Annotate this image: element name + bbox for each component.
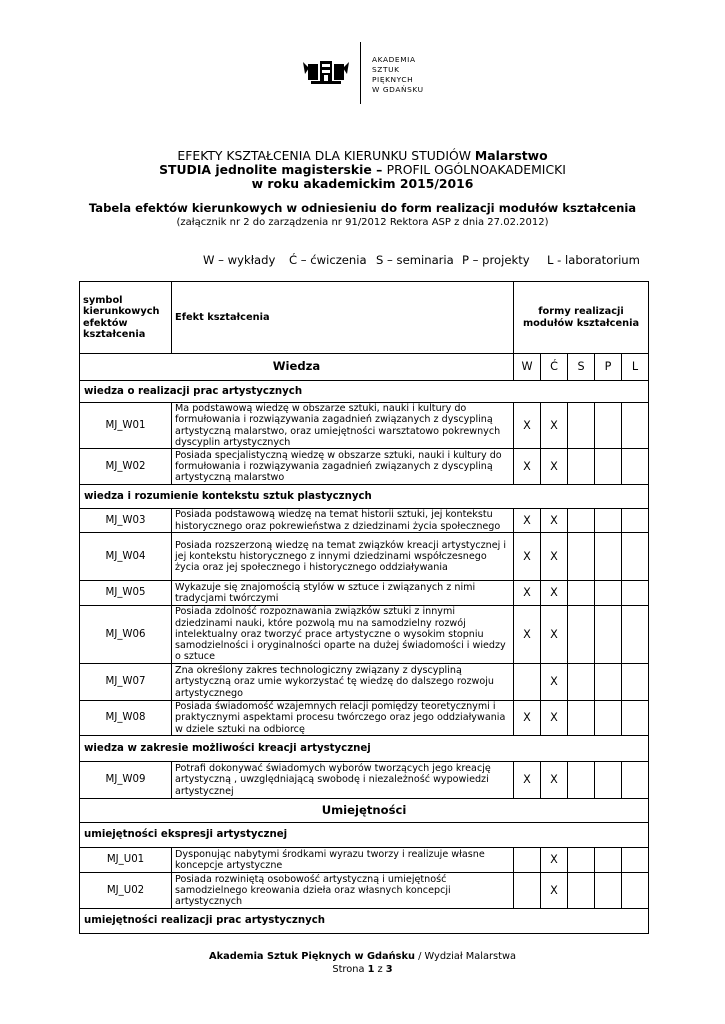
mark-s bbox=[568, 449, 595, 485]
mark-w bbox=[514, 848, 541, 873]
section-row bbox=[80, 381, 649, 403]
mark-s bbox=[568, 403, 595, 449]
effect-symbol: MJ_W08 bbox=[80, 701, 172, 736]
mark-s bbox=[568, 664, 595, 701]
footer-institution: Akademia Sztuk Pięknych w Gdańsku / Wydział Malarstwa bbox=[209, 951, 516, 962]
table-row bbox=[80, 403, 649, 449]
mark-w: X bbox=[514, 509, 541, 533]
section-row bbox=[80, 485, 649, 509]
form-letter-w: W bbox=[514, 354, 541, 381]
effect-symbol: MJ_W09 bbox=[80, 762, 172, 799]
umiejetnosci-heading: Umiejętności bbox=[80, 799, 649, 823]
table-row bbox=[80, 701, 649, 736]
doc-title-line2: STUDIA jednolite magisterskie – PROFIL OGÓLNOAKADEMICKI bbox=[159, 162, 566, 177]
table-row bbox=[80, 449, 649, 485]
wiedza-header-row bbox=[80, 354, 649, 381]
mark-p bbox=[595, 664, 622, 701]
table-row bbox=[80, 873, 649, 909]
mark-p bbox=[595, 701, 622, 736]
effect-symbol: MJ_W01 bbox=[80, 403, 172, 449]
mark-c: X bbox=[541, 873, 568, 909]
legend-c: Ć – ćwiczenia bbox=[289, 253, 367, 267]
form-letter-l: L bbox=[622, 354, 649, 381]
mark-s bbox=[568, 701, 595, 736]
mark-s bbox=[568, 509, 595, 533]
mark-l bbox=[622, 533, 649, 581]
effect-text: Posiada rozwiniętą osobowość artystyczną i umiejętność samodzielnego kreowania dzieła oraz własnych koncepcji artystycznych bbox=[172, 873, 514, 909]
mark-s bbox=[568, 848, 595, 873]
mark-s bbox=[568, 533, 595, 581]
table-row bbox=[80, 606, 649, 664]
effect-symbol: MJ_W02 bbox=[80, 449, 172, 485]
table-title: Tabela efektów kierunkowych w odniesieniu do form realizacji modułów kształcenia bbox=[88, 201, 637, 215]
form-letter-s: S bbox=[568, 354, 595, 381]
effect-text: Dysponując nabytymi środkami wyrazu tworzy i realizuje własne koncepcje artystyczne bbox=[172, 848, 514, 873]
table-row bbox=[80, 509, 649, 533]
umiejetnosci-header-row bbox=[80, 799, 649, 823]
form-letter-p: P bbox=[595, 354, 622, 381]
doc-title-line1: EFEKTY KSZTAŁCENIA DLA KIERUNKU STUDIÓW Malarstwo bbox=[177, 148, 548, 163]
mark-w: X bbox=[514, 581, 541, 606]
mark-c: X bbox=[541, 403, 568, 449]
mark-w: X bbox=[514, 701, 541, 736]
table-row bbox=[80, 533, 649, 581]
mark-w: X bbox=[514, 449, 541, 485]
effect-symbol: MJ_W03 bbox=[80, 509, 172, 533]
mark-w: X bbox=[514, 762, 541, 799]
effect-text: Potrafi dokonywać świadomych wyborów tworzących jego kreację artystyczną , uwzględniającą swobodę i niezależność wypowiedzi artystycznej bbox=[172, 762, 514, 799]
mark-p bbox=[595, 533, 622, 581]
mark-s bbox=[568, 581, 595, 606]
mark-l bbox=[622, 664, 649, 701]
effects-table bbox=[79, 281, 649, 934]
form-letter-c: Ć bbox=[541, 354, 568, 381]
table-header-row bbox=[80, 282, 649, 354]
mark-l bbox=[622, 449, 649, 485]
effect-symbol: MJ_U02 bbox=[80, 873, 172, 909]
mark-c: X bbox=[541, 533, 568, 581]
effect-text: Posiada specjalistyczną wiedzę w obszarze sztuki, nauki i kultury do formułowania i rozwiązywania zagadnień związanych z dyscypliną artystyczną malarstwo bbox=[172, 449, 514, 485]
mark-c: X bbox=[541, 606, 568, 664]
effect-text: Posiada rozszerzoną wiedzę na temat związków kreacji artystycznej i jej kontekstu historycznego z innymi dziedzinami współczesnego życia oraz jej społecznego i historycznego oddziaływania bbox=[172, 533, 514, 581]
mark-p bbox=[595, 848, 622, 873]
mark-l bbox=[622, 403, 649, 449]
mark-p bbox=[595, 581, 622, 606]
section-heading: wiedza i rozumienie kontekstu sztuk plastycznych bbox=[80, 485, 649, 509]
legend-w: W – wykłady bbox=[203, 253, 276, 267]
mark-c: X bbox=[541, 701, 568, 736]
section-heading: wiedza w zakresie możliwości kreacji artystycznej bbox=[80, 736, 649, 762]
effect-text: Posiada świadomość wzajemnych relacji pomiędzy teoretycznymi i praktycznymi aspektami procesu twórczego oraz jego oddziaływania w dziele sztuki na odbiorcę bbox=[172, 701, 514, 736]
doc-title-line3: w roku akademickim 2015/2016 bbox=[251, 176, 474, 191]
mark-s bbox=[568, 873, 595, 909]
mark-l bbox=[622, 762, 649, 799]
mark-w bbox=[514, 664, 541, 701]
mark-l bbox=[622, 581, 649, 606]
effect-text: Posiada podstawową wiedzę na temat historii sztuki, jej kontekstu historycznego oraz pokrewieństwa z dziedzinami życia społecznego bbox=[172, 509, 514, 533]
mark-l bbox=[622, 606, 649, 664]
table-row bbox=[80, 664, 649, 701]
mark-p bbox=[595, 606, 622, 664]
legend-s: S – seminaria bbox=[376, 253, 454, 267]
effect-symbol: MJ_W06 bbox=[80, 606, 172, 664]
mark-c: X bbox=[541, 581, 568, 606]
mark-p bbox=[595, 403, 622, 449]
col-forms-header: formy realizacji modułów kształcenia bbox=[514, 282, 649, 354]
section-row bbox=[80, 736, 649, 762]
table-row bbox=[80, 762, 649, 799]
section-heading: wiedza o realizacji prac artystycznych bbox=[80, 381, 649, 403]
table-row bbox=[80, 848, 649, 873]
effect-symbol: MJ_W04 bbox=[80, 533, 172, 581]
section-heading: umiejętności realizacji prac artystycznych bbox=[80, 909, 649, 934]
col-effect-header: Efekt kształcenia bbox=[172, 282, 514, 354]
mark-w: X bbox=[514, 403, 541, 449]
mark-p bbox=[595, 873, 622, 909]
annex-note: (załącznik nr 2 do zarządzenia nr 91/2012 Rektora ASP z dnia 27.02.2012) bbox=[176, 217, 549, 228]
logo-divider bbox=[360, 42, 361, 104]
effect-text: Zna określony zakres technologiczny związany z dyscypliną artystyczną oraz umie wykorzystać tę wiedzę do dalszego rozwoju artystycznego bbox=[172, 664, 514, 701]
mark-p bbox=[595, 449, 622, 485]
academy-emblem bbox=[303, 60, 349, 86]
legend-l: L - laboratorium bbox=[547, 253, 640, 267]
effect-text: Ma podstawową wiedzę w obszarze sztuki, nauki i kultury do formułowania i rozwiązywania zagadnień związanych z dyscypliną artystyczną malarstwo, oraz umiejętności warsztatowo pokrewnych dyscyplin artystycznych bbox=[172, 403, 514, 449]
page-number: Strona 1 z 3 bbox=[332, 964, 393, 975]
col-symbol-header: symbol kierunkowych efektów kształcenia bbox=[80, 282, 172, 354]
mark-s bbox=[568, 762, 595, 799]
effect-symbol: MJ_W07 bbox=[80, 664, 172, 701]
mark-l bbox=[622, 509, 649, 533]
mark-l bbox=[622, 701, 649, 736]
mark-p bbox=[595, 509, 622, 533]
mark-w: X bbox=[514, 606, 541, 664]
section-row bbox=[80, 909, 649, 934]
section-row bbox=[80, 823, 649, 848]
mark-c: X bbox=[541, 762, 568, 799]
academy-name: AKADEMIA SZTUK PIĘKNYCH W GDAŃSKU bbox=[372, 55, 424, 94]
mark-w bbox=[514, 873, 541, 909]
mark-l bbox=[622, 848, 649, 873]
mark-c: X bbox=[541, 664, 568, 701]
wiedza-heading: Wiedza bbox=[80, 354, 514, 381]
mark-c: X bbox=[541, 449, 568, 485]
effect-symbol: MJ_U01 bbox=[80, 848, 172, 873]
table-row bbox=[80, 581, 649, 606]
mark-p bbox=[595, 762, 622, 799]
legend-p: P – projekty bbox=[462, 253, 530, 267]
mark-c: X bbox=[541, 848, 568, 873]
mark-s bbox=[568, 606, 595, 664]
mark-c: X bbox=[541, 509, 568, 533]
mark-w: X bbox=[514, 533, 541, 581]
effect-symbol: MJ_W05 bbox=[80, 581, 172, 606]
section-heading: umiejętności ekspresji artystycznej bbox=[80, 823, 649, 848]
effect-text: Wykazuje się znajomością stylów w sztuce i związanych z nimi tradycjami twórczymi bbox=[172, 581, 514, 606]
effect-text: Posiada zdolność rozpoznawania związków sztuki z innymi dziedzinami nauki, które pozwolą mu na samodzielny rozwój intelektualny oraz tworzyć prace artystyczne o wysokim stopniu samodzielności i oryginalności oparte na dużej świadomości i wiedzy o sztuce bbox=[172, 606, 514, 664]
mark-l bbox=[622, 873, 649, 909]
